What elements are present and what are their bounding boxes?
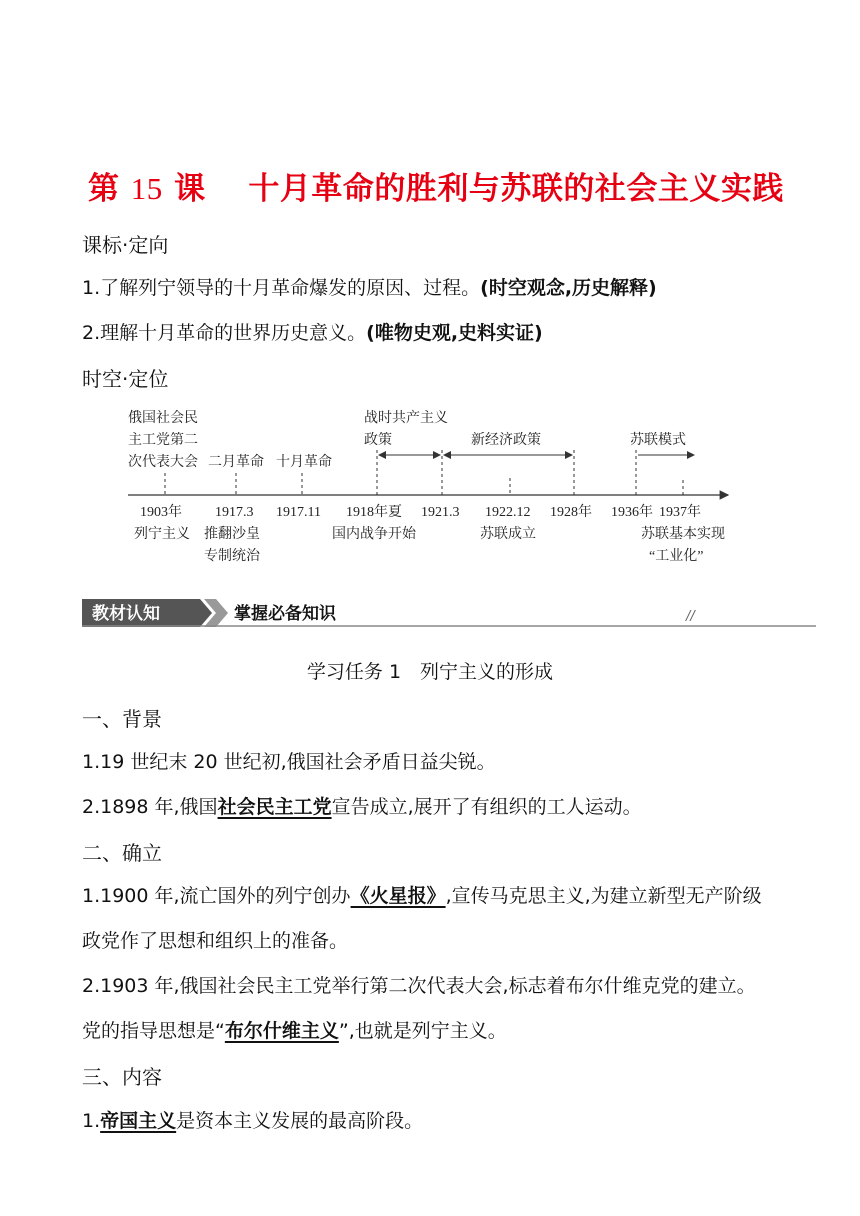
tl-tick: 1936年 <box>611 505 653 520</box>
tl-tick: 1918年夏 <box>346 505 402 520</box>
tl-industrial-2: “工业化” <box>649 549 704 564</box>
shikong-heading: 时空·定位 <box>82 367 169 391</box>
tl-soviet-model: 苏联模式 <box>630 433 686 448</box>
banner-mark: // <box>686 609 695 624</box>
tl-tick: 1903年 <box>140 505 182 520</box>
tl-congress-2: 主工党第二 <box>128 433 198 448</box>
tl-feb: 二月革命 <box>208 455 264 470</box>
task-title: 学习任务 1 列宁主义的形成 <box>306 661 554 683</box>
banner-label: 教材认知 <box>92 604 160 624</box>
section-banner <box>82 599 816 627</box>
est-line-3: 党的指导思想是“布尔什维主义”,也就是列宁主义。 <box>82 1020 507 1042</box>
est-line-1-cont: 政党作了思想和组织上的准备。 <box>82 930 349 952</box>
tl-tick: 1917.3 <box>215 505 254 520</box>
tl-congress-1: 俄国社会民 <box>128 411 198 426</box>
bg-line-1: 1.19 世纪末 20 世纪初,俄国社会矛盾日益尖锐。 <box>82 751 496 773</box>
tl-war-2: 政策 <box>364 433 392 448</box>
lesson-title: 第 15 课 十月革命的胜利与苏联的社会主义实践 <box>88 171 784 207</box>
tl-tsar-1: 推翻沙皇 <box>204 527 260 542</box>
tl-oct: 十月革命 <box>276 455 332 470</box>
content-heading: 三、内容 <box>82 1065 162 1089</box>
bg-line-2: 2.1898 年,俄国社会民主工党宣告成立,展开了有组织的工人运动。 <box>82 796 642 818</box>
tl-nep: 新经济政策 <box>471 433 541 448</box>
keyword: 帝国主义 <box>100 1110 177 1132</box>
tl-tsar-2: 专制统治 <box>204 549 260 564</box>
tl-ussr: 苏联成立 <box>480 527 536 542</box>
tl-war-1: 战时共产主义 <box>364 411 448 426</box>
tl-tick: 1917.11 <box>276 505 321 520</box>
est-line-1: 1.1900 年,流亡国外的列宁创办《火星报》,宣传马克思主义,为建立新型无产阶级 <box>82 885 762 907</box>
banner-subtitle: 掌握必备知识 <box>234 604 336 624</box>
tl-industrial-1: 苏联基本实现 <box>641 527 725 542</box>
kebiao-item-1: 1.了解列宁领导的十月革命爆发的原因、过程。(时空观念,历史解释) <box>82 277 657 299</box>
timeline <box>0 400 860 570</box>
tl-tick: 1928年 <box>550 505 592 520</box>
tl-leninism: 列宁主义 <box>134 527 190 542</box>
tl-tick: 1922.12 <box>485 505 531 520</box>
est-heading: 二、确立 <box>82 841 162 865</box>
tl-civil-war: 国内战争开始 <box>332 527 416 542</box>
kebiao-item-2: 2.理解十月革命的世界历史意义。(唯物史观,史料实证) <box>82 322 543 344</box>
keyword: 社会民主工党 <box>217 796 332 818</box>
tl-tick: 1937年 <box>659 505 701 520</box>
kebiao-heading: 课标·定向 <box>82 233 169 257</box>
bg-heading: 一、背景 <box>82 707 162 731</box>
est-line-2: 2.1903 年,俄国社会民主工党举行第二次代表大会,标志着布尔什维克党的建立。 <box>82 975 756 997</box>
keyword: 《火星报》 <box>350 885 446 907</box>
tl-congress-3: 次代表大会 <box>128 455 198 470</box>
content-line-1: 1.帝国主义是资本主义发展的最高阶段。 <box>82 1110 424 1132</box>
tl-tick: 1921.3 <box>421 505 460 520</box>
keyword: 布尔什维主义 <box>224 1020 339 1042</box>
